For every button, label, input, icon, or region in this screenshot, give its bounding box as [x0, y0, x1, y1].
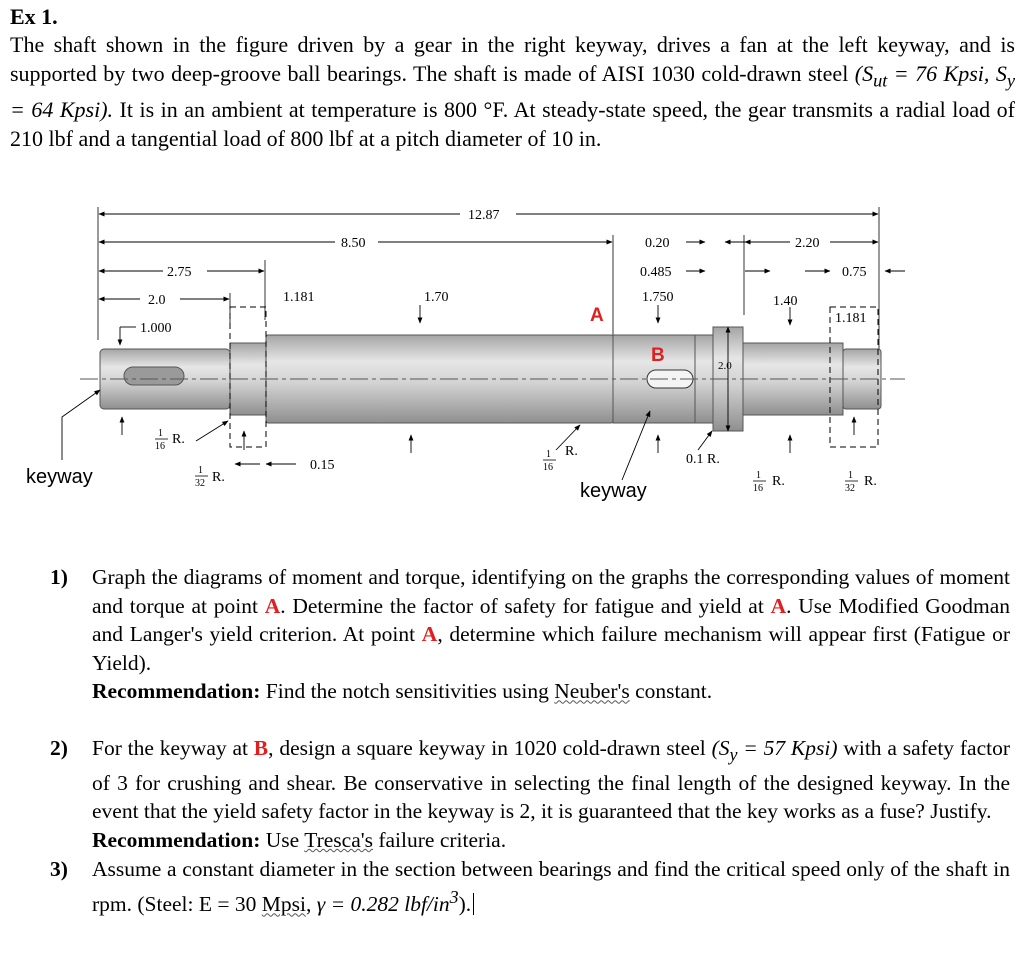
radius-1-16-b: [543, 444, 578, 473]
keyway-left-label: keyway: [26, 466, 93, 488]
dim-1-181-left: 1.181: [283, 290, 315, 305]
dim-2-0-collar: 2.0: [718, 360, 732, 372]
dim-0-15: 0.15: [310, 458, 335, 473]
recommendation-label: Recommendation:: [92, 828, 261, 853]
svg-text:R.: R.: [565, 444, 578, 459]
svg-text:1: 1: [848, 470, 853, 481]
svg-text:1: 1: [158, 428, 163, 439]
task-1: 1) Graph the diagrams of moment and torque, identifying on the graphs the corresponding values of moment and torque at point A. Determine the factor of safety for fatigue and yield at A. Use Modified Goodman and Langer's yield criterion. At point A, determine which failure mechanism will appear first (Fatigue or Yield). Recommendation: Find the notch sensitivities using Neuber's constant.: [50, 563, 1010, 706]
task-2: 2) For the keyway at B, design a square keyway in 1020 cold-drawn steel ($S_y = 57$ Kpsi) with a safety factor of 3 for crushing and shear. Be conservative in selecting the final length of the designed keyway. In the event that the yield safety factor in the keyway is 2, it is guaranteed that the key works as a fuse? Justify. Recommendation: Use Tresca's failure criteria.: [50, 734, 1010, 855]
recommendation-label: Recommendation:: [92, 679, 261, 704]
svg-text:R.: R.: [172, 432, 185, 447]
svg-text:32: 32: [845, 483, 855, 494]
problem-statement: [10, 30, 1015, 153]
svg-text:1: 1: [546, 449, 551, 460]
point-b-label: B: [651, 345, 665, 366]
svg-text:1: 1: [198, 465, 203, 476]
shaft-figure: [0, 195, 1024, 515]
svg-text:16: 16: [753, 483, 763, 494]
task-list: [50, 563, 1010, 919]
radius-1-32-a: [195, 465, 225, 489]
svg-text:R.: R.: [772, 474, 785, 489]
dim-1-750: 1.750: [642, 290, 674, 305]
dim-1-000: 1.000: [140, 321, 172, 336]
dim-2-75: 2.75: [167, 265, 192, 280]
dim-0-1-R: 0.1 R.: [686, 452, 720, 467]
dim-1-181-right: 1.181: [835, 311, 867, 326]
dim-2-0: 2.0: [148, 293, 166, 308]
task-3: 3) Assume a constant diameter in the section between bearings and find the critical speed only of the shaft in rpm. (Steel: E = 30 Mpsi, γ = 0.282 lbf/$in^3$).: [50, 855, 1010, 919]
svg-text:32: 32: [195, 478, 205, 489]
dim-8-50: 8.50: [341, 236, 366, 251]
dim-12-87: 12.87: [468, 208, 500, 223]
point-a-label: A: [590, 305, 604, 326]
text-cursor: [473, 893, 474, 915]
task-number: 2): [50, 735, 68, 760]
dim-0-485: 0.485: [640, 265, 672, 280]
radius-1-16-c: [753, 470, 785, 494]
dim-1-70: 1.70: [424, 290, 449, 305]
radius-1-16-a: [155, 428, 185, 452]
intro-text-a: The shaft shown in the figure driven by a gear in the right keyway, drives a fan at the left keyway, and is supported by two deep-groove ball bearings. The shaft is made of AISI 1030 cold-drawn steel: [10, 32, 1015, 86]
dim-2-20: 2.20: [795, 236, 820, 251]
dim-1-40: 1.40: [773, 294, 798, 309]
svg-text:16: 16: [543, 462, 553, 473]
svg-text:1: 1: [756, 470, 761, 481]
exercise-title: Ex 1.: [10, 4, 58, 29]
svg-text:16: 16: [155, 441, 165, 452]
intro-text-b: It is in an ambient at temperature is 800 °F. At steady-state speed, the gear transmits a radial load of 210 lbf and a tangential load of 800 lbf at a pitch diameter of 10 in.: [10, 97, 1015, 152]
dim-0-20: 0.20: [645, 236, 670, 251]
material-properties: ($S_{ut} = 76$ Kpsi, $S_y = 64$ Kpsi).: [10, 61, 1015, 123]
radius-1-32-b: [845, 470, 877, 494]
svg-text:R.: R.: [864, 474, 877, 489]
dim-0-75: 0.75: [842, 265, 867, 280]
keyway-right-label: keyway: [580, 480, 647, 502]
task-number: 3): [50, 856, 68, 881]
svg-text:R.: R.: [212, 470, 225, 485]
task-number: 1): [50, 565, 68, 589]
